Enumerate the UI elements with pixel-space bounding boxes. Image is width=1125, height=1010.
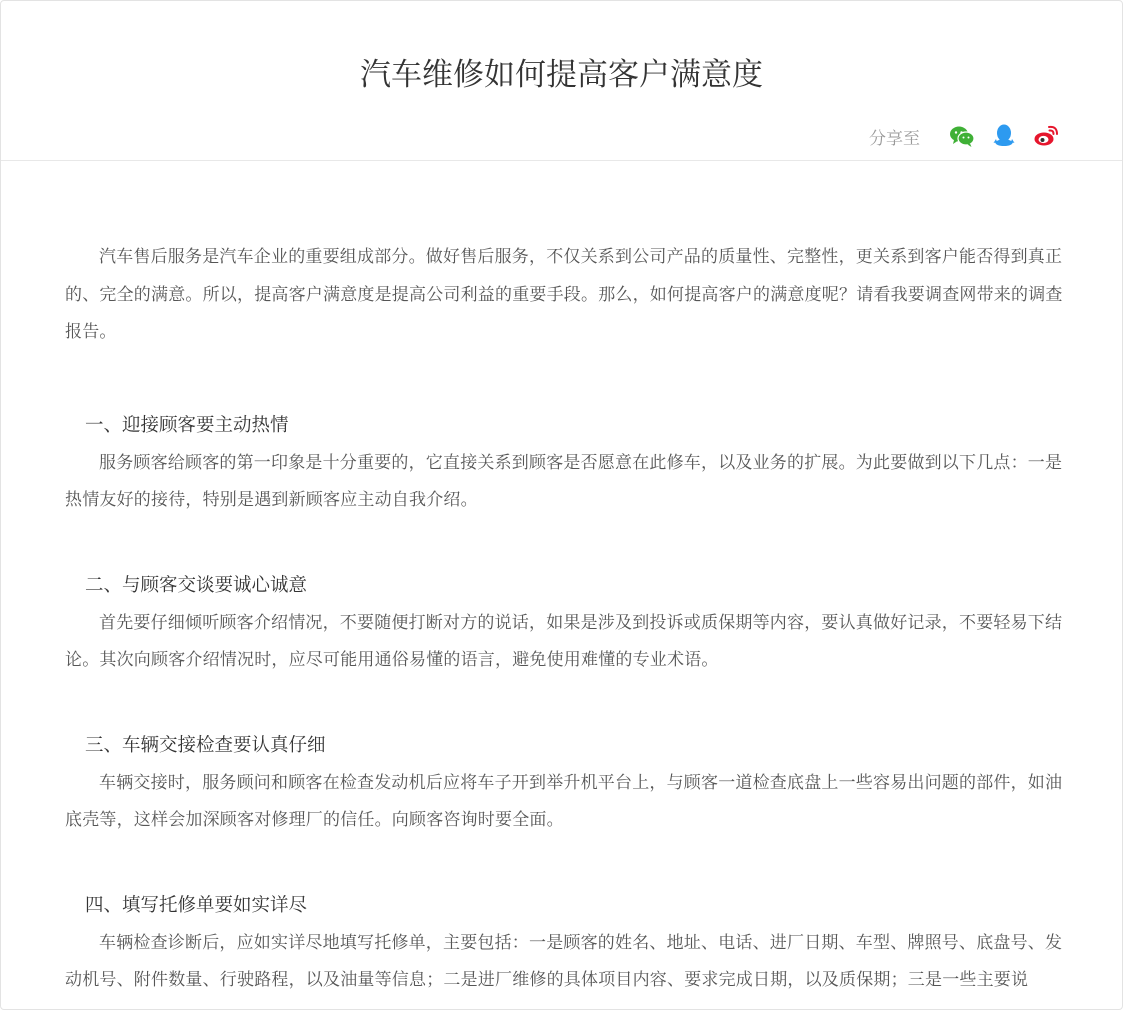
share-label: 分享至	[869, 128, 920, 149]
qq-icon[interactable]	[990, 122, 1018, 150]
section-heading-1: 一、迎接顾客要主动热情	[85, 414, 289, 436]
section-body-1: 服务顾客给顾客的第一印象是十分重要的，它直接关系到顾客是否愿意在此修车，以及业务的扩展。为此要做到以下几点：一是热情友好的接待，特别是遇到新顾客应主动自我介绍。	[65, 452, 1063, 510]
section-heading-2: 二、与顾客交谈要诚心诚意	[85, 574, 308, 596]
weibo-icon[interactable]	[1032, 122, 1060, 150]
section-body-3: 车辆交接时，服务顾问和顾客在检查发动机后应将车子开到举升机平台上，与顾客一道检查底盘上一些容易出问题的部件，如油底壳等，这样会加深顾客对修理厂的信任。向顾客咨询时要全面。	[65, 772, 1063, 830]
section-body-4: 车辆检查诊断后，应如实详尽地填写托修单，主要包括：一是顾客的姓名、地址、电话、进厂日期、车型、牌照号、底盘号、发动机号、附件数量、行驶路程，以及油量等信息；二是进厂维修的具体项目内容、要求完成日期，以及质保期；三是一些主要说	[65, 932, 1063, 990]
section-heading-4: 四、填写托修单要如实详尽	[85, 894, 308, 916]
page-title: 汽车维修如何提高客户满意度	[360, 57, 763, 93]
intro-paragraph: 汽车售后服务是汽车企业的重要组成部分。做好售后服务，不仅关系到公司产品的质量性、完整性，更关系到客户能否得到真正的、完全的满意。所以，提高客户满意度是提高公司利益的重要手段。那么，如何提高客户的满意度呢？请看我要调查网带来的调查报告。	[65, 247, 1063, 342]
section-heading-3: 三、车辆交接检查要认真仔细	[85, 734, 326, 756]
article-header	[1, 1, 1122, 161]
share-bar	[869, 121, 1060, 151]
section-body-2: 首先要仔细倾听顾客介绍情况，不要随便打断对方的说话，如果是涉及到投诉或质保期等内容，要认真做好记录，不要轻易下结论。其次向顾客介绍情况时，应尽可能用通俗易懂的语言，避免使用难懂的专业术语。	[65, 612, 1063, 670]
article-content	[65, 239, 1065, 1000]
wechat-icon[interactable]	[948, 122, 976, 150]
